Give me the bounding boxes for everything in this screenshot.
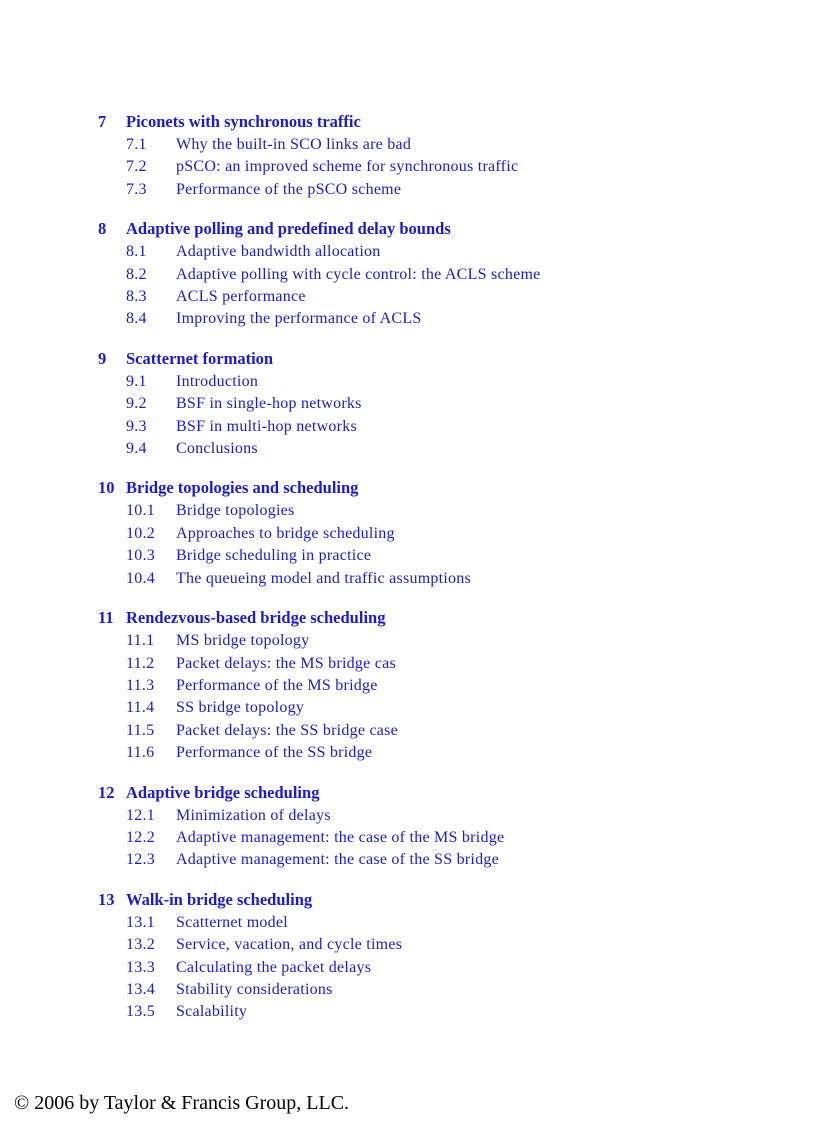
chapter-title-link[interactable] [98, 783, 798, 803]
section-number: 10.3 [126, 547, 155, 565]
section-number: 13.2 [126, 936, 155, 954]
chapter-number: 10 [98, 478, 115, 498]
table-of-contents [98, 112, 798, 1042]
section-list [126, 134, 798, 201]
chapter-title-text: Bridge topologies and scheduling [126, 478, 359, 498]
section-title: Introduction [176, 372, 259, 390]
chapter-title-text: Piconets with synchronous traffic [126, 112, 361, 131]
section-title: Adaptive bandwidth allocation [176, 243, 381, 261]
section-link[interactable] [126, 416, 798, 438]
section-title: Scalability [176, 1003, 248, 1021]
section-title: Packet delays: the MS bridge cas [176, 654, 396, 672]
section-title: Why the built-in SCO links are bad [176, 136, 412, 153]
section-title: Calculating the packet delays [176, 958, 372, 976]
section-link[interactable] [126, 264, 798, 286]
section-title: Packet delays: the SS bridge case [176, 721, 398, 739]
section-number: 7.3 [126, 180, 147, 198]
section-title: Bridge scheduling in practice [176, 547, 372, 565]
chapter-number: 9 [98, 348, 107, 368]
section-number: 8.3 [126, 288, 147, 306]
section-title: Stability considerations [176, 980, 333, 998]
section-link[interactable] [126, 630, 798, 652]
section-link[interactable] [126, 653, 798, 675]
section-number: 12.3 [126, 851, 155, 869]
section-link[interactable] [126, 720, 798, 742]
section-title: Performance of the SS bridge [176, 744, 373, 762]
chapter-7 [98, 112, 798, 201]
chapter-12 [98, 783, 798, 872]
section-title: Performance of the pSCO scheme [176, 180, 402, 198]
section-number: 9.2 [126, 395, 147, 413]
chapter-number: 8 [98, 219, 107, 239]
section-link[interactable] [126, 179, 798, 201]
section-title: ACLS performance [176, 288, 306, 306]
section-number: 8.1 [126, 243, 147, 261]
section-title: pSCO: an improved scheme for synchronous traffic [176, 158, 519, 176]
section-link[interactable] [126, 934, 798, 956]
section-list [126, 805, 798, 872]
copyright-footer: © 2006 by Taylor & Francis Group, LLC. [14, 1092, 350, 1114]
section-title: Adaptive management: the case of the SS bridge [176, 851, 499, 869]
chapter-title-link[interactable] [98, 349, 798, 369]
section-title: Approaches to bridge scheduling [176, 524, 395, 542]
section-link[interactable] [126, 308, 798, 330]
section-link[interactable] [126, 371, 798, 393]
section-title: BSF in single-hop networks [176, 395, 362, 413]
section-title: The queueing model and traffic assumptions [176, 569, 472, 587]
chapter-9 [98, 349, 798, 461]
section-number: 9.1 [126, 372, 147, 390]
chapter-title-text: Scatternet formation [126, 348, 274, 368]
section-title: Conclusions [176, 440, 258, 458]
section-link[interactable] [126, 957, 798, 979]
chapter-title-link[interactable] [98, 608, 798, 628]
section-link[interactable] [126, 438, 798, 460]
section-number: 12.2 [126, 828, 155, 846]
section-title: BSF in multi-hop networks [176, 417, 357, 435]
section-link[interactable] [126, 545, 798, 567]
chapter-number: 13 [98, 889, 115, 909]
section-number: 13.5 [126, 1003, 155, 1021]
section-link[interactable] [126, 241, 798, 263]
section-list [126, 912, 798, 1024]
section-number: 11.3 [126, 676, 155, 694]
chapter-title-link[interactable] [98, 112, 798, 132]
section-link[interactable] [126, 523, 798, 545]
section-number: 7.1 [126, 136, 147, 153]
section-number: 13.1 [126, 913, 155, 931]
section-number: 8.4 [126, 310, 147, 328]
section-number: 9.3 [126, 417, 147, 435]
section-link[interactable] [126, 675, 798, 697]
chapter-11 [98, 608, 798, 764]
section-link[interactable] [126, 849, 798, 871]
section-number: 10.2 [126, 524, 155, 542]
section-number: 10.4 [126, 569, 155, 587]
section-number: 9.4 [126, 440, 147, 458]
section-title: MS bridge topology [176, 632, 310, 650]
section-title: Adaptive polling with cycle control: the ACLS scheme [176, 265, 541, 283]
chapter-8 [98, 219, 798, 331]
section-link[interactable] [126, 156, 798, 178]
section-title: Performance of the MS bridge [176, 676, 378, 694]
section-number: 13.4 [126, 980, 155, 998]
chapter-title-link[interactable] [98, 219, 798, 239]
section-title: Bridge topologies [176, 502, 295, 520]
section-title: Scatternet model [176, 913, 288, 931]
section-list [126, 241, 798, 331]
chapter-title-text: Walk-in bridge scheduling [126, 889, 313, 909]
section-title: Improving the performance of ACLS [176, 310, 422, 328]
chapter-title-text: Rendezvous-based bridge scheduling [126, 608, 386, 628]
chapter-number: 7 [98, 112, 107, 131]
section-link[interactable] [126, 286, 798, 308]
chapter-number: 12 [98, 782, 115, 802]
section-number: 11.1 [126, 632, 155, 650]
section-number: 11.5 [126, 721, 155, 739]
section-number: 11.6 [126, 744, 155, 762]
section-number: 11.4 [126, 699, 155, 717]
section-title: Minimization of delays [176, 806, 331, 824]
section-number: 10.1 [126, 502, 155, 520]
chapter-10 [98, 478, 798, 590]
section-link[interactable] [126, 742, 798, 764]
section-number: 8.2 [126, 265, 147, 283]
section-link[interactable] [126, 500, 798, 522]
chapter-title-text: Adaptive bridge scheduling [126, 782, 320, 802]
section-number: 13.3 [126, 958, 155, 976]
section-link[interactable] [126, 134, 798, 156]
section-link[interactable] [126, 805, 798, 827]
section-list [126, 500, 798, 590]
section-link[interactable] [126, 568, 798, 590]
section-title: Service, vacation, and cycle times [176, 936, 403, 954]
section-number: 7.2 [126, 158, 147, 176]
section-link[interactable] [126, 827, 798, 849]
section-link[interactable] [126, 697, 798, 719]
section-link[interactable] [126, 1001, 798, 1023]
section-link[interactable] [126, 912, 798, 934]
section-title: SS bridge topology [176, 699, 305, 717]
chapter-13 [98, 890, 798, 1024]
section-list [126, 371, 798, 461]
chapter-title-text: Adaptive polling and predefined delay bounds [126, 219, 451, 239]
section-link[interactable] [126, 393, 798, 415]
section-list [126, 630, 798, 764]
chapter-number: 11 [98, 608, 114, 628]
section-number: 11.2 [126, 654, 155, 672]
section-number: 12.1 [126, 806, 155, 824]
section-link[interactable] [126, 979, 798, 1001]
section-title: Adaptive management: the case of the MS bridge [176, 828, 505, 846]
chapter-title-link[interactable] [98, 890, 798, 910]
chapter-title-link[interactable] [98, 478, 798, 498]
